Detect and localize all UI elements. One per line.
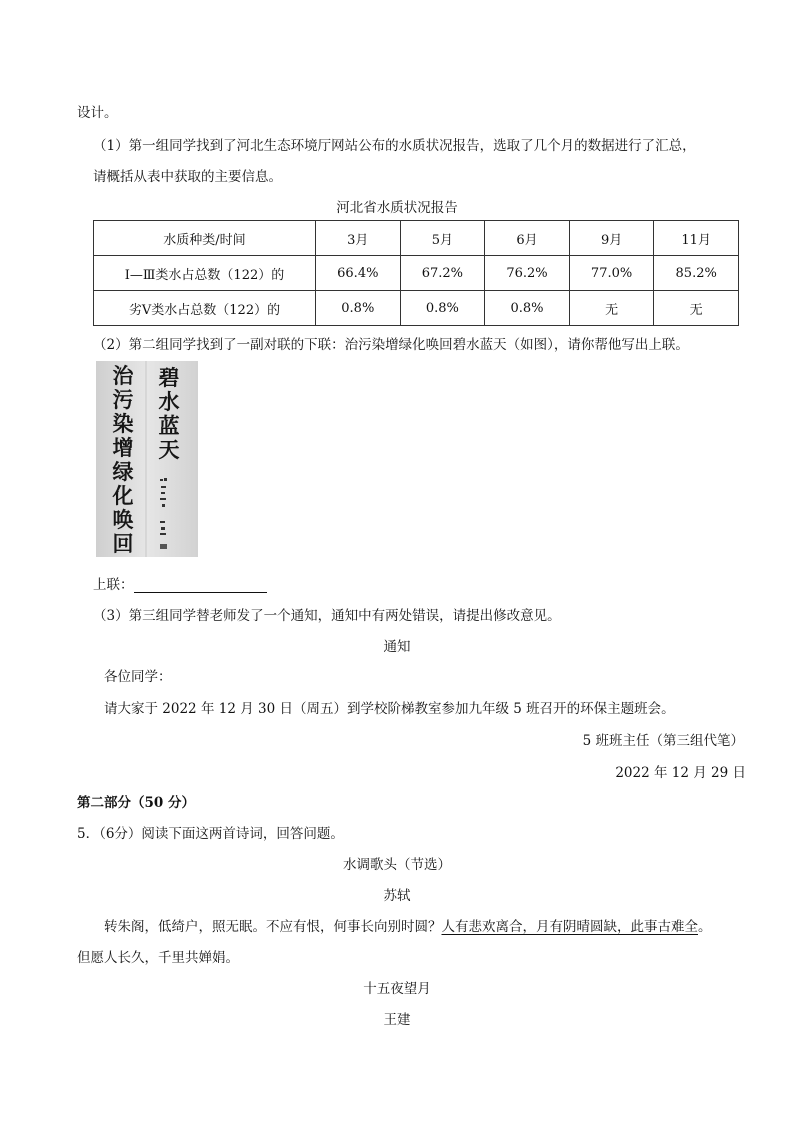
intro-tail: 设计。 [77,105,118,121]
answer-line [93,573,267,593]
answer-label: 上联： [93,577,134,593]
part2-heading: 第二部分（50 分） [77,795,195,811]
table-cell: 劣Ⅴ类水占总数（122）的 [94,291,316,326]
couplet-right-char: 蓝 [158,413,180,438]
couplet-left-char: 化 [112,483,134,508]
table-header-cell: 水质种类/时间 [94,221,316,256]
table-header-cell: 9月 [569,221,654,256]
poem1-author: 苏轼 [383,888,411,904]
table-header-row [94,221,739,256]
answer-blank[interactable] [134,578,267,593]
table-cell: 85.2% [654,256,739,291]
table-cell: 无 [654,291,739,326]
poem2-author: 王建 [383,1012,411,1028]
table-row [94,256,739,291]
table-header-cell: 5月 [400,221,485,256]
couplet-right-char: 水 [158,389,180,414]
table-header-cell: 6月 [485,221,570,256]
q3-line: （3）第三组同学替老师发了一个通知，通知中有两处错误，请提出修改意见。 [93,608,561,624]
q5-line: 5．（6分）阅读下面这两首诗词，回答问题。 [77,826,344,842]
poem1-underlined-text: 人有悲欢离合，月有阴晴圆缺，此事古难全 [441,919,698,935]
poem1-text-a: 转朱阁，低绮户，照无眠。不应有恨，何事长向别时圆？ [104,919,442,935]
water-quality-table [93,220,739,326]
poem1-text-line2: 但愿人长久，千里共婵娟。 [77,950,239,966]
couplet-left-char: 绿 [112,459,134,484]
poem1-text-b: 。 [698,919,712,935]
table-cell: 67.2% [400,256,485,291]
table-cell: 76.2% [485,256,570,291]
couplet-left-char: 染 [112,411,134,436]
table-header-cell: 3月 [316,221,401,256]
couplet-left-char: 回 [112,531,134,556]
q1-line1: （1）第一组同学找到了河北生态环境厅网站公布的水质状况报告，选取了几个月的数据进行了汇总， [93,138,696,154]
couplet-left-char: 增 [112,435,134,460]
poem2-title: 十五夜望月 [363,981,431,997]
poem1-text-line1 [104,915,712,935]
table-cell: Ⅰ—Ⅲ类水占总数（122）的 [94,256,316,291]
notice-body: 请大家于 2022 年 12 月 30 日（周五）到学校阶梯教室参加九年级 5 班召开的环保主题班会。 [104,701,675,717]
couplet-left-char: 治 [112,363,134,388]
table-cell: 77.0% [569,256,654,291]
q1-line2: 请概括从表中获取的主要信息。 [93,169,282,185]
table-cell: 0.8% [400,291,485,326]
table-row [94,291,739,326]
notice-title: 通知 [383,639,411,655]
table-header-cell: 11月 [654,221,739,256]
table-cell: 0.8% [485,291,570,326]
notice-signature: 5 班班主任（第三组代笔） [582,733,744,749]
table-title: 河北省水质状况报告 [336,200,458,216]
couplet-right-char: 天 [158,437,180,462]
table-cell: 无 [569,291,654,326]
couplet-left-char: 唤 [112,507,134,532]
q2-line: （2）第二组同学找到了一副对联的下联：治污染增绿化唤回碧水蓝天（如图），请你帮他写出上联。 [93,337,689,353]
poem1-title: 水调歌头（节选） [343,857,451,873]
table-cell: 66.4% [316,256,401,291]
table-cell: 0.8% [316,291,401,326]
notice-greeting: 各位同学： [104,669,172,685]
couplet-image [96,361,198,557]
couplet-left-char: 污 [112,387,134,412]
notice-date: 2022 年 12 月 29 日 [615,765,746,781]
couplet-right-char: 碧 [158,365,180,390]
